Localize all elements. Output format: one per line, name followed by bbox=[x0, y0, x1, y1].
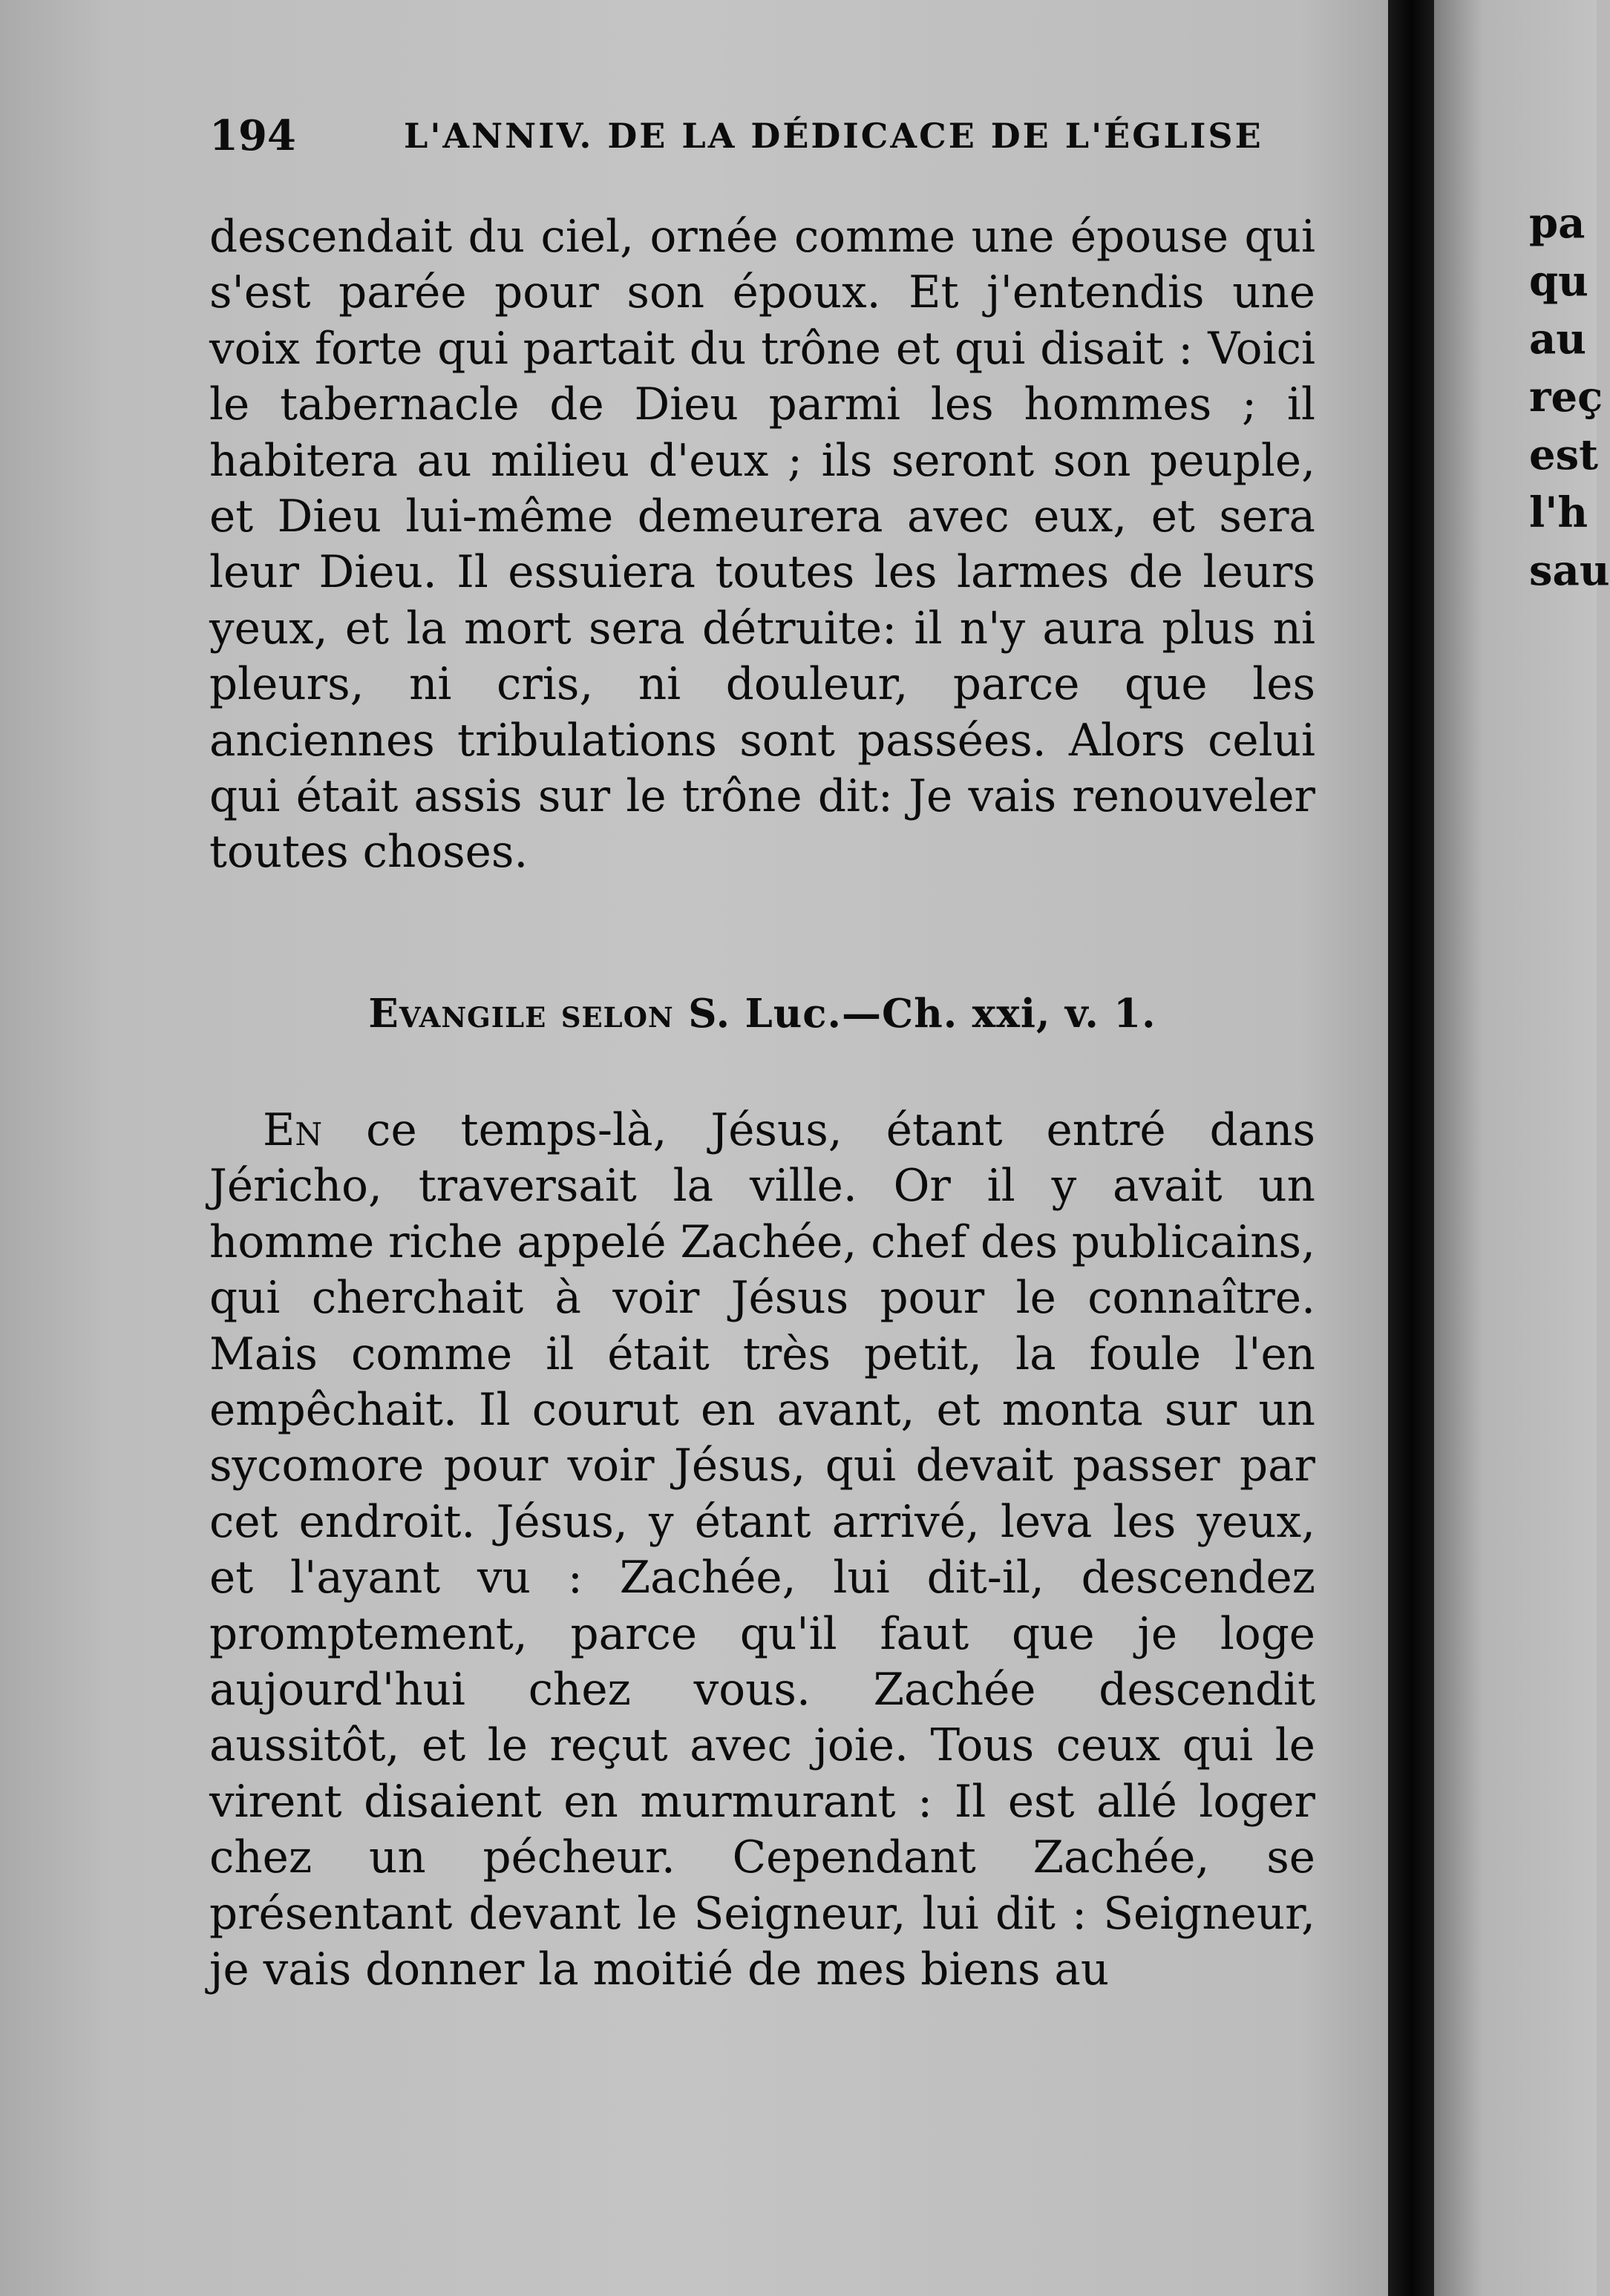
gospel-passage-text: ce temps-là, Jésus, étant entré dans Jéricho, traversait la ville. Or il y avait un homme riche appelé Zachée, chef des publicains, qui cherchait à voir Jésus pour le connaître. Mais comme il était très petit, la foule l'en empêchait. Il courut en avant, et monta sur un sycomore pour voir Jésus, qui devait passer par cet endroit. Jésus, y étant arrivé, leva les yeux, et l'ayant vu : Zachée, lui dit-il, descendez promptement, parce qu'il faut que je loge aujourd'hui chez vous. Zachée descendit aussitôt, et le reçut avec joie. Tous ceux qui le virent disaient en murmurant : Il est allé loger chez un pécheur. Cependant Zachée, se présentant devant le Seigneur, lui dit : Seigneur, je vais donner la moitié de mes biens au bbox=[209, 1105, 1315, 1996]
facing-page-fragment: au bbox=[1529, 315, 1586, 364]
facing-page-fragment: est bbox=[1529, 430, 1599, 479]
page-number: 194 bbox=[209, 111, 296, 160]
facing-page-edge bbox=[1434, 0, 1610, 2296]
facing-page-fragment: sau bbox=[1529, 546, 1610, 595]
gospel-heading-reference: S. Luc.—Ch. xxi, v. 1. bbox=[673, 991, 1156, 1037]
running-title: L'ANNIV. DE LA DÉDICACE DE L'ÉGLISE bbox=[404, 116, 1263, 156]
gospel-heading-lead: Evangile selon bbox=[368, 991, 674, 1037]
facing-page-fragment: l'h bbox=[1529, 488, 1588, 537]
facing-page-fragment: reç bbox=[1529, 373, 1603, 422]
facing-page-fragment: pa bbox=[1529, 199, 1586, 248]
page-header bbox=[209, 111, 1323, 163]
gospel-heading bbox=[209, 991, 1315, 1037]
initial-word: En bbox=[263, 1105, 323, 1156]
epistle-passage: descendait du ciel, ornée comme une épouse qui s'est parée pour son époux. Et j'entendis une voix forte qui partait du trône et qui disait : Voici le tabernacle de Dieu parmi les hommes ; il habitera au milieu d'eux ; ils seront son peuple, et Dieu lui-même demeurera avec eux, et sera leur Dieu. Il essuiera toutes les larmes de leurs yeux, et la mort sera détruite: il n'y aura plus ni pleurs, ni cris, ni douleur, parce que les anciennes tribulations sont passées. Alors celui qui était assis sur le trône dit: Je vais renouveler toutes choses. bbox=[209, 211, 1315, 879]
facing-page-fragment: qu bbox=[1529, 257, 1588, 306]
gospel-passage bbox=[209, 1103, 1315, 1998]
book-binding-gutter bbox=[1388, 0, 1434, 2296]
